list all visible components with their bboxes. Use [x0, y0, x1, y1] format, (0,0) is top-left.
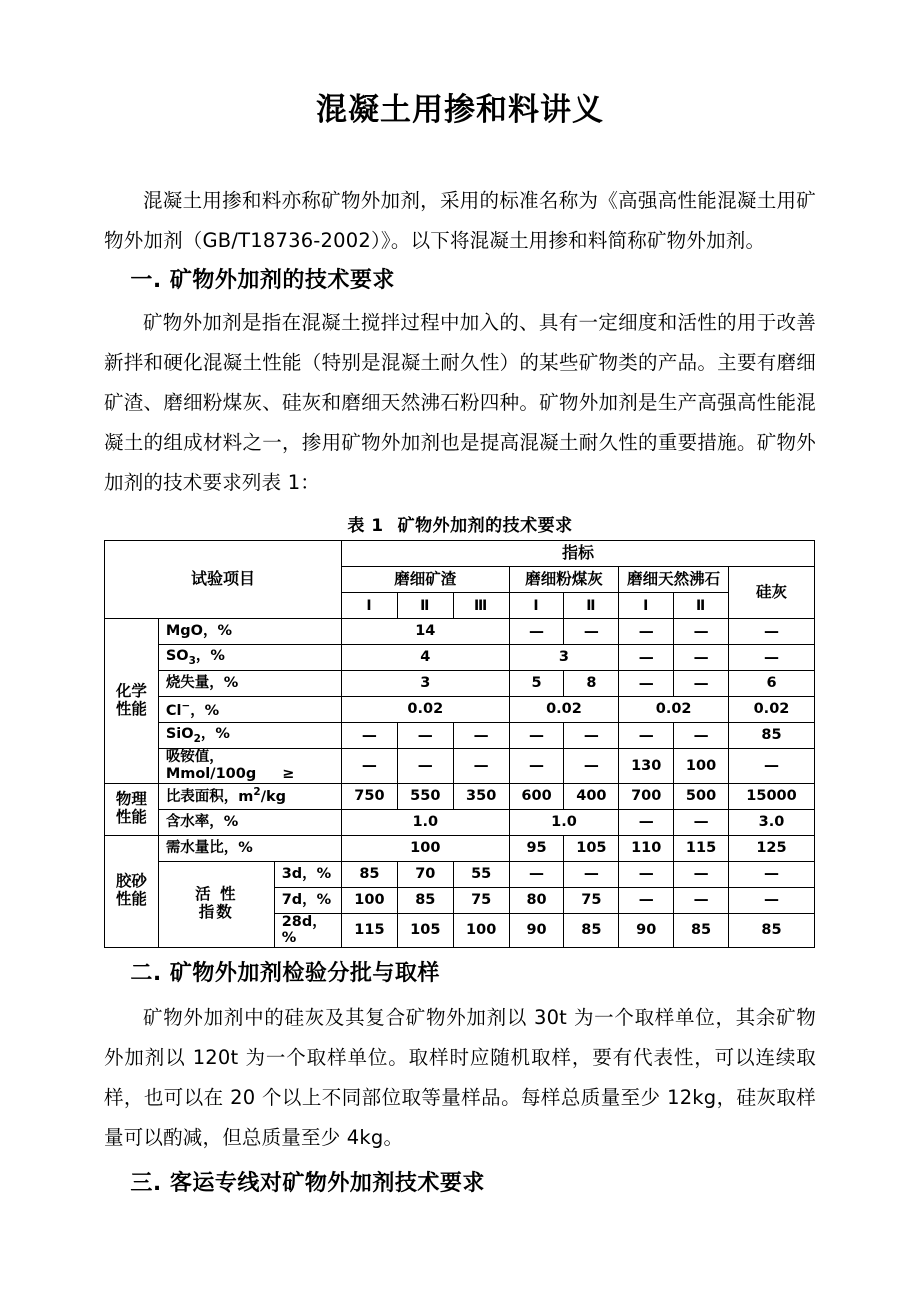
cell-surface-area-v5: 400: [564, 783, 619, 809]
row-label-ammonium-text: 吸铵值，Mmol/100g: [165, 749, 257, 782]
cell-water-demand-sf: 125: [728, 835, 814, 861]
row-group-chemical-line1: 化学: [115, 682, 147, 701]
row-group-mortar-line2: 性能: [115, 890, 147, 909]
row-label-mgo: [158, 619, 341, 645]
cell-mgo-zeo1: —: [619, 619, 674, 645]
row-label-sio2-main: SiO: [165, 726, 194, 743]
heading-section-1: 一. 矿物外加剂的技术要求: [130, 268, 395, 294]
header-group-slag: 磨细矿渣: [341, 567, 509, 593]
cell-mgo-slag: 14: [341, 619, 509, 645]
row-group-chemical: [105, 619, 159, 783]
cell-cl-fly-ash: 0.02: [509, 697, 619, 723]
cell-ammonium-zeo1: 130: [619, 749, 674, 783]
table-header-row-1: [105, 541, 815, 567]
cell-loi-zeo1: —: [619, 671, 674, 697]
row-label-surface-area-sup: 2: [253, 786, 261, 799]
cell-so3-zeo2: —: [674, 645, 729, 671]
header-grade-slag-3: Ⅲ: [453, 593, 509, 619]
cell-act28d-v2: 105: [397, 913, 453, 947]
technical-requirements-table: [104, 540, 815, 948]
row-group-activity-index: [158, 861, 274, 947]
cell-moisture-zeo2: —: [674, 809, 729, 835]
row-label-so3: [158, 645, 341, 671]
row-label-mgo-tail: ，%: [202, 623, 232, 640]
row-label-mgo-main: MgO: [165, 623, 203, 640]
header-group-silica-fume: 硅灰: [728, 567, 814, 619]
cell-sio2-v7: —: [674, 723, 729, 749]
cell-act7d-v5: 75: [564, 887, 619, 913]
cell-moisture-fly-ash: 1.0: [509, 809, 619, 835]
cell-water-demand-slag: 100: [341, 835, 509, 861]
cell-act28d-v7: 85: [674, 913, 729, 947]
page-content: [104, 0, 816, 1204]
row-label-sio2: [158, 723, 341, 749]
cell-sio2-v2: —: [397, 723, 453, 749]
row-group-mortar-line1: 胶砂: [115, 872, 147, 891]
header-grade-slag-2: Ⅱ: [397, 593, 453, 619]
cell-so3-sf: —: [728, 645, 814, 671]
cell-loi-zeo2: —: [674, 671, 729, 697]
cell-act7d-v4: 80: [509, 887, 564, 913]
cell-act7d-v1: 100: [341, 887, 397, 913]
row-group-activity-line2: 指数: [198, 903, 234, 922]
table-caption: [104, 503, 816, 540]
cell-act7d-v3: 75: [453, 887, 509, 913]
row-label-act-28d: 28d，%: [274, 913, 341, 947]
page-title: 混凝土用掺和料讲义: [316, 92, 604, 128]
table-row: [105, 749, 815, 783]
cell-moisture-slag: 1.0: [341, 809, 509, 835]
cell-surface-area-v4: 600: [509, 783, 564, 809]
row-group-physical: [105, 783, 159, 835]
heading-section-3: 三. 客运专线对矿物外加剂技术要求: [130, 1170, 485, 1196]
cell-act3d-v3: 55: [453, 861, 509, 887]
cell-ammonium-v3: —: [453, 749, 509, 783]
section-1-body: 矿物外加剂是指在混凝土搅拌过程中加入的、具有一定细度和活性的用于改善新拌和硬化混凝土性能（特别是混凝土耐久性）的某些矿物类的产品。主要有磨细矿渣、磨细粉煤灰、硅灰和磨细天然沸石粉四种。矿物外加剂是生产高强高性能混凝土的组成材料之一，掺用矿物外加剂也是提高混凝土耐久性的重要措施。矿物外加剂的技术要求列表 1：: [104, 311, 816, 495]
cell-water-demand-fa1: 95: [509, 835, 564, 861]
cell-act7d-v6: —: [619, 887, 674, 913]
row-label-so3-tail: ，%: [195, 648, 225, 665]
cell-act3d-v1: 85: [341, 861, 397, 887]
header-test-item: 试验项目: [105, 541, 342, 619]
cell-water-demand-zeo2: 115: [674, 835, 729, 861]
row-label-act-7d: 7d，%: [274, 887, 341, 913]
cell-sio2-sf: 85: [728, 723, 814, 749]
cell-act3d-v7: —: [674, 861, 729, 887]
header-group-zeolite: 磨细天然沸石: [619, 567, 729, 593]
cell-cl-zeolite: 0.02: [619, 697, 729, 723]
row-label-moisture: 含水率，%: [158, 809, 341, 835]
row-group-mortar: [105, 835, 159, 947]
cell-act3d-v5: —: [564, 861, 619, 887]
row-label-surface-area: [158, 783, 341, 809]
row-label-sio2-tail: ，%: [200, 726, 230, 743]
header-grade-fly-ash-1: Ⅰ: [509, 593, 564, 619]
cell-act28d-v5: 85: [564, 913, 619, 947]
cell-ammonium-v2: —: [397, 749, 453, 783]
row-label-surface-area-main: 比表面积，m: [165, 789, 254, 806]
cell-sio2-v5: —: [564, 723, 619, 749]
header-grade-slag-1: Ⅰ: [341, 593, 397, 619]
cell-act28d-sf: 85: [728, 913, 814, 947]
table-row: [105, 861, 815, 887]
table-row: [105, 619, 815, 645]
cell-water-demand-zeo1: 110: [619, 835, 674, 861]
table-row: [105, 809, 815, 835]
header-grade-zeolite-1: Ⅰ: [619, 593, 674, 619]
cell-act28d-v6: 90: [619, 913, 674, 947]
cell-cl-slag: 0.02: [341, 697, 509, 723]
table-row: [105, 645, 815, 671]
cell-act7d-v2: 85: [397, 887, 453, 913]
cell-moisture-zeo1: —: [619, 809, 674, 835]
cell-surface-area-sf: 15000: [728, 783, 814, 809]
row-label-water-demand: 需水量比，%: [158, 835, 341, 861]
row-label-loi: 烧失量，%: [158, 671, 341, 697]
row-label-cl-sup: −: [181, 699, 191, 712]
cell-loi-fa1: 5: [509, 671, 564, 697]
row-label-act-3d: 3d，%: [274, 861, 341, 887]
cell-act3d-v4: —: [509, 861, 564, 887]
header-grade-fly-ash-2: Ⅱ: [564, 593, 619, 619]
cell-so3-slag: 4: [341, 645, 509, 671]
table-caption-number: 表 1: [347, 516, 384, 537]
row-group-physical-line1: 物理: [115, 790, 147, 809]
cell-ammonium-v1: —: [341, 749, 397, 783]
table-row: [105, 783, 815, 809]
cell-surface-area-v1: 750: [341, 783, 397, 809]
greater-equal-icon: ≥: [282, 765, 295, 782]
table-row: [105, 697, 815, 723]
row-label-so3-main: SO: [165, 648, 189, 665]
cell-act3d-v6: —: [619, 861, 674, 887]
cell-loi-fa2: 8: [564, 671, 619, 697]
row-group-chemical-line2: 性能: [115, 699, 147, 718]
row-label-ammonium: [158, 749, 341, 783]
cell-ammonium-sf: —: [728, 749, 814, 783]
cell-moisture-sf: 3.0: [728, 809, 814, 835]
cell-sio2-v4: —: [509, 723, 564, 749]
cell-act3d-v2: 70: [397, 861, 453, 887]
cell-act28d-v3: 100: [453, 913, 509, 947]
row-group-activity-line1: 活 性: [195, 885, 238, 904]
cell-act28d-v4: 90: [509, 913, 564, 947]
cell-so3-zeo1: —: [619, 645, 674, 671]
table-row: [105, 671, 815, 697]
row-label-sio2-sub: 2: [193, 733, 201, 746]
cell-cl-sf: 0.02: [728, 697, 814, 723]
heading-section-2: 二. 矿物外加剂检验分批与取样: [130, 960, 440, 986]
table-caption-text: 矿物外加剂的技术要求: [397, 516, 573, 537]
cell-loi-slag: 3: [341, 671, 509, 697]
header-indicator: 指标: [341, 541, 814, 567]
cell-act7d-v7: —: [674, 887, 729, 913]
cell-mgo-fa1: —: [509, 619, 564, 645]
cell-mgo-sf: —: [728, 619, 814, 645]
cell-mgo-fa2: —: [564, 619, 619, 645]
table-row: [105, 835, 815, 861]
cell-water-demand-fa2: 105: [564, 835, 619, 861]
cell-act3d-sf: —: [728, 861, 814, 887]
row-label-surface-area-tail: /kg: [260, 789, 287, 806]
cell-act7d-sf: —: [728, 887, 814, 913]
row-label-cl: [158, 697, 341, 723]
section-2-body: 矿物外加剂中的硅灰及其复合矿物外加剂以 30t 为一个取样单位，其余矿物外加剂以 120t 为一个取样单位。取样时应随机取样，要有代表性，可以连续取样，也可以在 20 个以上不同部位取等量样品。每样总质量至少 12kg，硅灰取样量可以酌减，但总质量至少 4kg。: [104, 1005, 816, 1149]
cell-surface-area-v3: 350: [453, 783, 509, 809]
cell-so3-fly-ash: 3: [509, 645, 619, 671]
header-group-fly-ash: 磨细粉煤灰: [509, 567, 619, 593]
row-label-cl-main: Cl: [165, 702, 182, 719]
cell-sio2-v3: —: [453, 723, 509, 749]
row-label-cl-tail: ，%: [190, 702, 220, 719]
header-grade-zeolite-2: Ⅱ: [674, 593, 729, 619]
cell-sio2-v1: —: [341, 723, 397, 749]
cell-ammonium-zeo2: 100: [674, 749, 729, 783]
row-label-so3-sub: 3: [188, 655, 196, 668]
cell-mgo-zeo2: —: [674, 619, 729, 645]
cell-surface-area-v6: 700: [619, 783, 674, 809]
table-row: [105, 723, 815, 749]
intro-paragraph: 混凝土用掺和料亦称矿物外加剂，采用的标准名称为《高强高性能混凝土用矿物外加剂（GB/T18736-2002）》。以下将混凝土用掺和料简称矿物外加剂。: [104, 189, 816, 253]
cell-loi-sf: 6: [728, 671, 814, 697]
cell-ammonium-v4: —: [509, 749, 564, 783]
row-group-physical-line2: 性能: [115, 808, 147, 827]
cell-sio2-v6: —: [619, 723, 674, 749]
cell-surface-area-v7: 500: [674, 783, 729, 809]
cell-ammonium-v5: —: [564, 749, 619, 783]
cell-act28d-v1: 115: [341, 913, 397, 947]
cell-surface-area-v2: 550: [397, 783, 453, 809]
